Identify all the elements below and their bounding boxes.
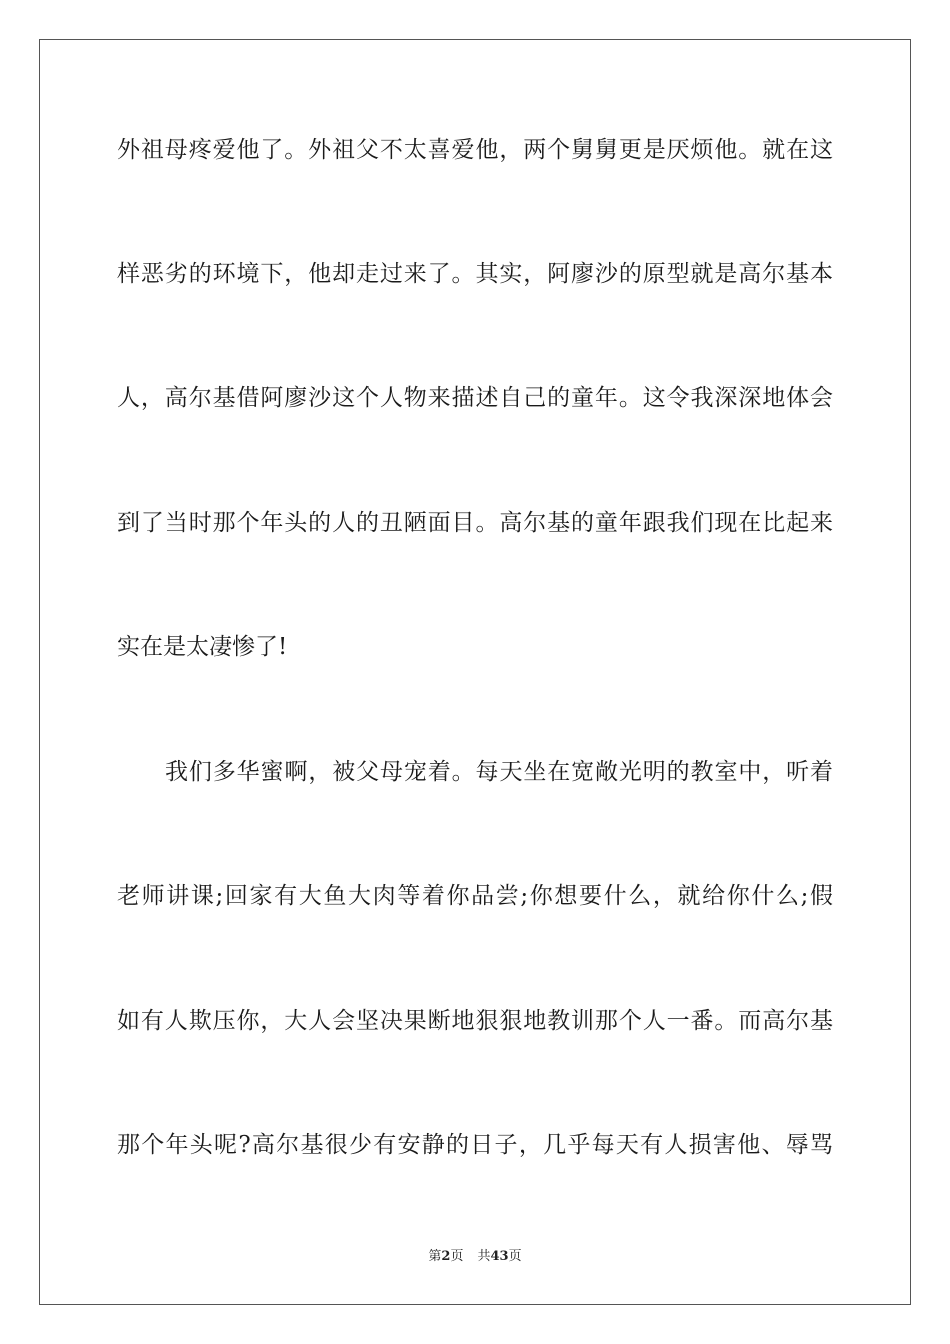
total-pages: 43 — [490, 1249, 509, 1264]
text-line: 外祖母疼爱他了。外祖父不太喜爱他，两个舅舅更是厌烦他。就在这 — [117, 137, 833, 163]
text-line: 到了当时那个年头的人的丑陋面目。高尔基的童年跟我们现在比起来 — [117, 510, 833, 536]
page-border — [39, 39, 911, 1305]
text-line: 样恶劣的环境下，他却走过来了。其实，阿廖沙的原型就是高尔基本 — [117, 261, 833, 287]
total-prefix: 共 — [477, 1249, 491, 1264]
total-suffix: 页 — [508, 1249, 522, 1264]
page-prefix: 第 — [428, 1249, 442, 1264]
text-line: 人，高尔基借阿廖沙这个人物来描述自己的童年。这令我深深地体会 — [117, 385, 833, 411]
text-line: 那个年头呢?高尔基很少有安静的日子，几乎每天有人损害他、辱骂 — [117, 1132, 833, 1158]
text-line: 如有人欺压你，大人会坚决果断地狠狠地教训那个人一番。而高尔基 — [117, 1008, 833, 1034]
page-suffix: 页 — [450, 1249, 464, 1264]
paragraph-first-line: 我们多华蜜啊，被父母宠着。每天坐在宽敞光明的教室中，听着 — [165, 759, 833, 785]
text-line: 实在是太凄惨了! — [117, 634, 288, 660]
page-number: 2 — [441, 1249, 451, 1264]
text-line: 老师讲课;回家有大鱼大肉等着你品尝;你想要什么，就给你什么;假 — [117, 883, 833, 909]
page-footer — [0, 1248, 950, 1266]
